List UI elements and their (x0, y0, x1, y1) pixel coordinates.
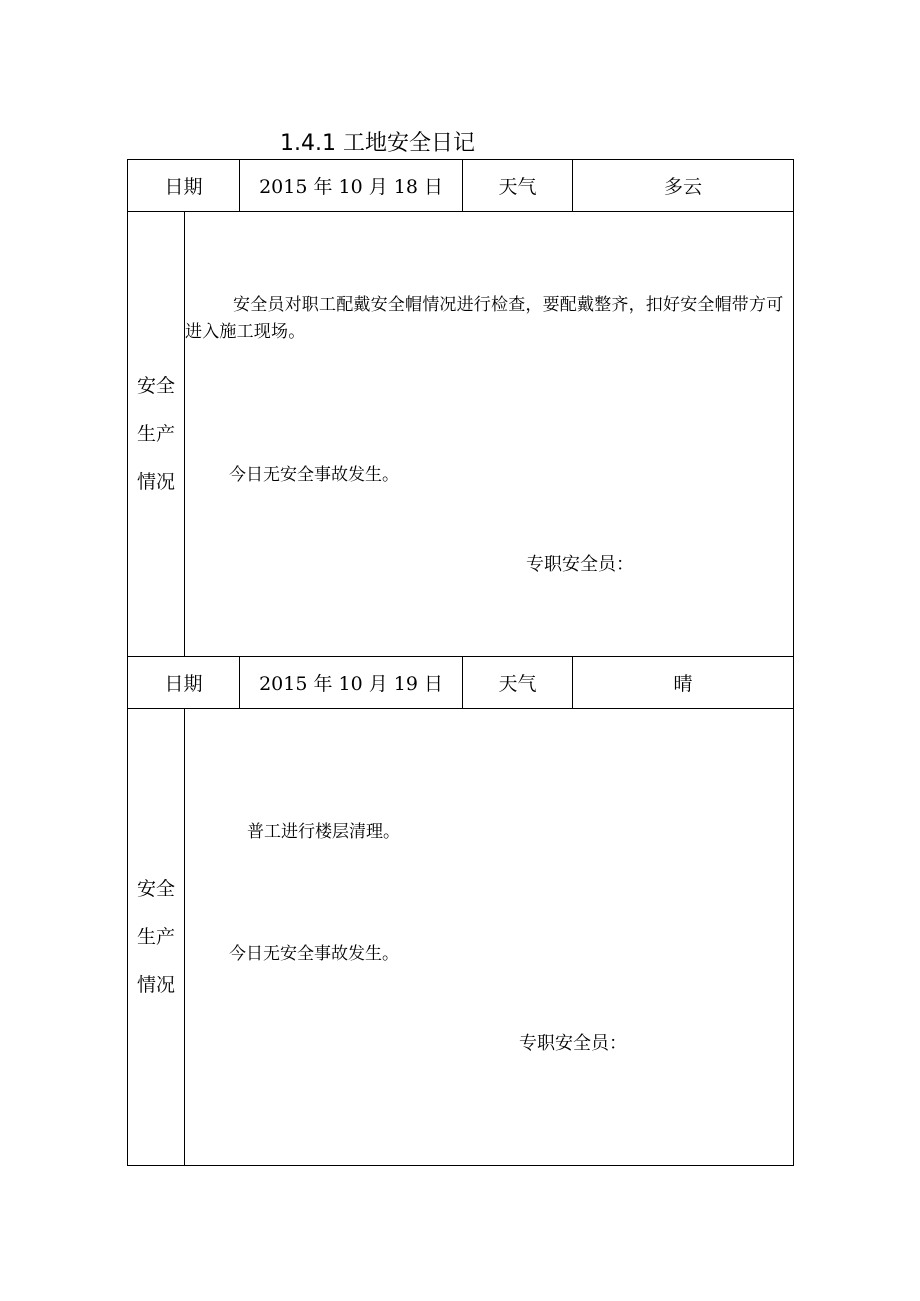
entry-header-row (128, 657, 794, 709)
entry-content-row (128, 212, 794, 657)
entry-content (185, 709, 794, 1166)
section-label-line: 生产 (136, 926, 175, 948)
entry-header-row (128, 160, 794, 212)
weather-label: 天气 (463, 160, 573, 212)
entry-text: 今日无安全事故发生。 (229, 465, 399, 485)
entry-text: 今日无安全事故发生。 (229, 944, 399, 964)
date-label: 日期 (128, 160, 240, 212)
date-value: 2015 年 10 月 18 日 (240, 160, 463, 212)
section-label (128, 709, 185, 1166)
signature-label: 专职安全员： (519, 1033, 627, 1054)
safety-log-table (127, 159, 794, 1166)
weather-value: 多云 (573, 160, 794, 212)
date-label: 日期 (128, 657, 240, 709)
section-label-line: 安全 (136, 375, 175, 397)
weather-label: 天气 (463, 657, 573, 709)
signature-label: 专职安全员： (526, 554, 634, 575)
section-label-line: 情况 (136, 471, 175, 493)
section-label-line: 生产 (136, 423, 175, 445)
weather-value: 晴 (573, 657, 794, 709)
entry-text: 安全员对职工配戴安全帽情况进行检查，要配戴整齐，扣好安全帽带方可进入施工现场。 (185, 295, 784, 342)
section-label (128, 212, 185, 657)
page-title: 1.4.1 工地安全日记 (280, 131, 475, 156)
section-label-line: 情况 (136, 974, 175, 996)
entry-content-row (128, 709, 794, 1166)
entry-content (185, 212, 794, 657)
entry-text: 普工进行楼层清理。 (247, 822, 400, 842)
section-label-line: 安全 (136, 878, 175, 900)
date-value: 2015 年 10 月 19 日 (240, 657, 463, 709)
